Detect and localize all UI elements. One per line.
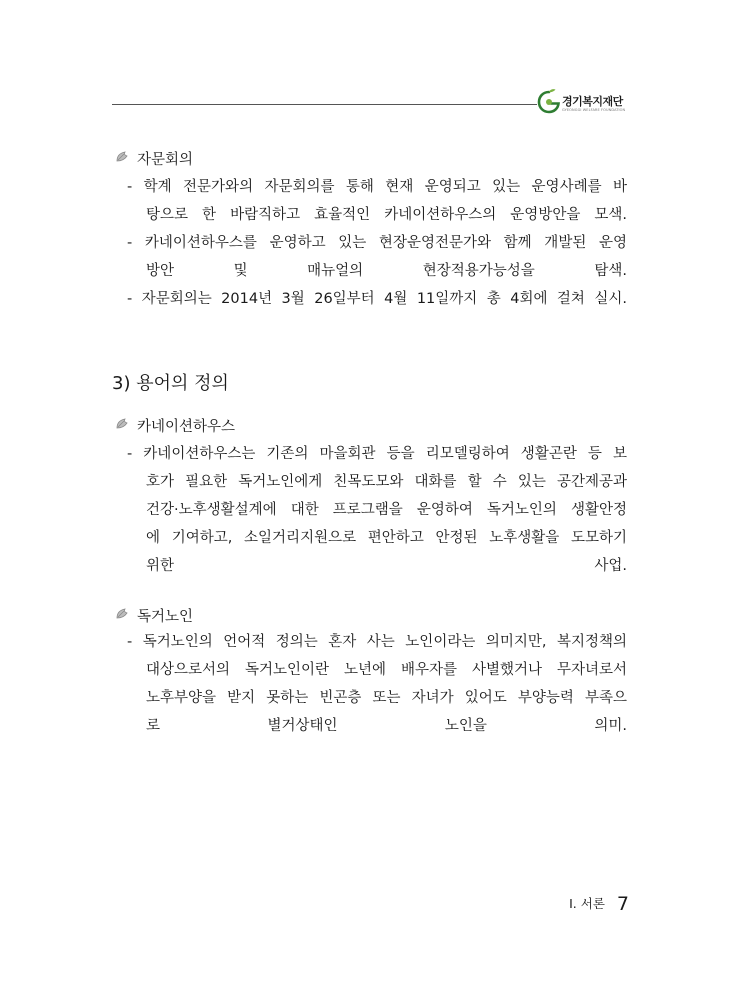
page-footer xyxy=(569,893,629,915)
advisory-item-2-line-2: 방안 및 매뉴얼의 현장적용가능성을 탐색. xyxy=(146,263,627,279)
foundation-logo-icon xyxy=(537,88,561,114)
advisory-item-3 xyxy=(127,285,627,313)
heading-bullet-icon xyxy=(115,607,129,621)
logo-name: 경기복지재단 xyxy=(562,95,623,108)
advisory-item-1-line-2: 탕으로 한 바람직하고 효율적인 카네이션하우스의 운영방안을 모색. xyxy=(146,207,627,223)
advisory-item-1 xyxy=(127,173,627,229)
carnation-line-3: 건강·노후생활설계에 대한 프로그램을 운영하여 독거노인의 생활안정 xyxy=(146,502,627,518)
advisory-item-2-line-1: - 카네이션하우스를 운영하고 있는 현장운영전문가와 함께 개발된 운영 xyxy=(127,235,627,251)
heading-advisory-text: 자문회의 xyxy=(137,152,194,168)
elderly-definition xyxy=(127,628,627,740)
elderly-line-2: 대상으로서의 독거노인이란 노년에 배우자를 사별했거나 무자녀로서 xyxy=(146,662,627,678)
elderly-line-3: 노후부양을 받지 못하는 빈곤층 또는 자녀가 있어도 부양능력 부족으 xyxy=(146,690,627,706)
carnation-definition xyxy=(127,440,627,580)
elderly-line-1: - 독거노인의 언어적 정의는 혼자 사는 노인이라는 의미지만, 복지정책의 xyxy=(127,634,627,650)
heading-bullet-icon xyxy=(115,150,129,164)
logo-subtitle: GYEONGGI WELFARE FOUNDATION xyxy=(562,108,626,112)
heading-bullet-icon xyxy=(115,417,129,431)
advisory-item-3-line-1: - 자문회의는 2014년 3월 26일부터 4월 11일까지 총 4회에 걸쳐 실시. xyxy=(127,291,627,307)
elderly-line-4: 로 별거상태인 노인을 의미. xyxy=(146,718,627,734)
footer-chapter: Ⅰ. 서론 xyxy=(569,896,605,911)
heading-carnation-text: 카네이션하우스 xyxy=(137,419,236,435)
heading-elderly-text: 독거노인 xyxy=(137,609,194,625)
section-title-definitions: 3) 용어의 정의 xyxy=(112,373,229,394)
advisory-item-2 xyxy=(127,229,627,285)
carnation-line-4: 에 기여하고, 소일거리지원으로 편안하고 안정된 노후생활을 도모하기 xyxy=(146,530,627,546)
advisory-item-1-line-1: - 학계 전문가와의 자문회의를 통해 현재 운영되고 있는 운영사례를 바 xyxy=(127,179,627,195)
header-rule xyxy=(112,104,537,105)
carnation-line-1: - 카네이션하우스는 기존의 마을회관 등을 리모델링하여 생활곤란 등 보 xyxy=(127,446,627,462)
page-number: 7 xyxy=(616,893,629,915)
carnation-line-2: 호가 필요한 독거노인에게 친목도모와 대화를 할 수 있는 공간제공과 xyxy=(146,474,627,490)
carnation-line-5: 위한 사업. xyxy=(146,558,627,574)
foundation-logo xyxy=(537,88,647,118)
